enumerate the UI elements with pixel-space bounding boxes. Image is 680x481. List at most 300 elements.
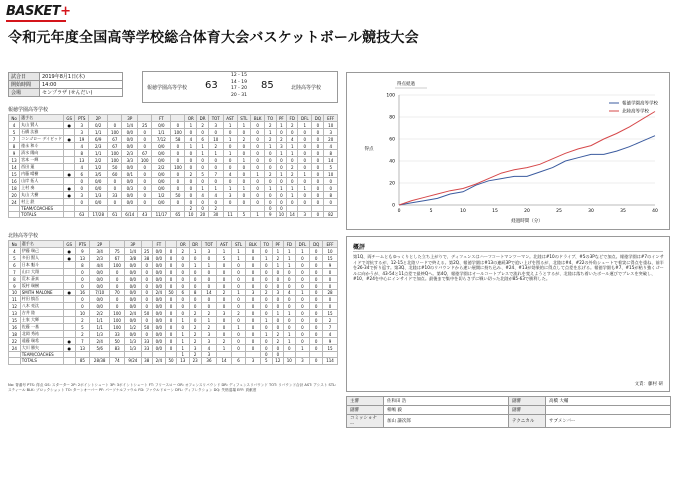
stat-cell: 2: [185, 206, 197, 212]
stat-cell: 0: [217, 303, 232, 310]
stat-cell: 8: [75, 150, 89, 157]
table-header-row: [9, 115, 338, 122]
stat-cell: 2: [276, 136, 287, 143]
stat-cell: 0: [231, 269, 245, 276]
stat-cell: 0: [208, 157, 223, 164]
stat-cell: 0: [295, 255, 310, 262]
stat-cell: 4: [185, 136, 197, 143]
stat-cell: 1: [231, 324, 245, 331]
column-header: OR: [185, 115, 197, 122]
column-header: [165, 241, 176, 248]
stat-cell: 0: [171, 143, 185, 150]
stat-cell: 0/0: [152, 324, 165, 331]
stat-cell: 1: [208, 150, 223, 157]
stat-cell: 0: [312, 192, 324, 199]
column-header: DQ: [310, 241, 323, 248]
stat-cell: 8: [324, 192, 338, 199]
stat-cell: 12: [272, 358, 283, 364]
stat-cell: 0: [231, 262, 245, 269]
stat-cell: 0: [141, 276, 152, 283]
column-header: DFL: [295, 241, 310, 248]
player-name: 山岸 拓人: [20, 178, 64, 185]
period-score: 12 - 15: [231, 73, 247, 78]
stat-cell: 1/2: [152, 192, 171, 199]
column-header: 3P: [125, 241, 142, 248]
stat-cell: 0: [237, 129, 250, 136]
stat-cell: 0: [298, 192, 312, 199]
stat-cell: 0: [189, 255, 201, 262]
stat-cell: ●: [63, 345, 75, 352]
stat-cell: 1: [260, 255, 272, 262]
stat-cell: 0: [138, 143, 152, 150]
stat-cell: 1: [298, 185, 312, 192]
stat-cell: 0/0: [89, 199, 108, 206]
player-name: 佐藤 一基: [20, 324, 63, 331]
stat-cell: 0: [283, 283, 295, 290]
stat-cell: 0: [201, 276, 216, 283]
stat-cell: 0: [208, 129, 223, 136]
stat-cell: 0: [231, 331, 245, 338]
stat-cell: 0: [231, 338, 245, 345]
column-header: STL: [231, 241, 245, 248]
period-score: 20 - 31: [231, 93, 247, 99]
stat-cell: 5: [197, 171, 209, 178]
stat-cell: 22: [9, 338, 21, 345]
stat-cell: 0: [295, 317, 310, 324]
stat-cell: 0/0: [90, 303, 110, 310]
column-header: No: [9, 115, 20, 122]
column-header: [171, 115, 185, 122]
stat-cell: 0: [185, 192, 197, 199]
stat-cell: 0: [323, 276, 338, 283]
stat-cell: 100: [110, 317, 125, 324]
stat-cell: 13: [9, 157, 20, 164]
stat-cell: 28/38: [90, 358, 110, 364]
stat-cell: 0: [246, 255, 261, 262]
stat-cell: 0: [141, 283, 152, 290]
stat-cell: 7: [75, 338, 89, 345]
column-header: [110, 241, 125, 248]
official-name: 高橋 大輔: [546, 397, 671, 406]
stat-cell: 0: [165, 338, 176, 345]
stat-cell: 13: [177, 358, 189, 364]
stat-cell: 0: [312, 136, 324, 143]
stat-cell: 100: [110, 262, 125, 269]
stat-cell: 0: [310, 303, 323, 310]
stat-cell: 15: [323, 310, 338, 317]
player-name: 山口 大翔: [20, 269, 63, 276]
stat-cell: 0: [251, 178, 265, 185]
stat-cell: 0/0: [152, 331, 165, 338]
stat-cell: 5/6: [90, 345, 110, 352]
stat-cell: 0: [312, 185, 324, 192]
stat-cell: 0: [251, 150, 265, 157]
stat-cell: 0/0: [122, 199, 138, 206]
stat-cell: 0/0: [125, 290, 142, 296]
stat-cell: 50: [165, 358, 176, 364]
stat-cell: 0/0: [152, 185, 171, 192]
stat-cell: 2: [287, 171, 298, 178]
stat-cell: 2: [323, 317, 338, 324]
stat-cell: 20: [324, 136, 338, 143]
stat-cell: 63: [75, 212, 89, 218]
stat-cell: 0: [283, 296, 295, 303]
stat-cell: 2: [272, 255, 283, 262]
table-row: [9, 143, 338, 150]
stat-cell: 10: [185, 212, 197, 218]
stat-cell: 0: [165, 345, 176, 352]
review-panel: [346, 236, 670, 392]
stat-cell: 25: [141, 248, 152, 255]
player-name: 北岡 秀祐: [20, 331, 63, 338]
stat-cell: 0: [189, 317, 201, 324]
stat-cell: [63, 276, 75, 283]
away-team-name: 北陸高等学校: [291, 85, 322, 91]
stat-cell: 0: [223, 199, 237, 206]
column-header: BLK: [251, 115, 265, 122]
stat-cell: 0: [171, 178, 185, 185]
stat-cell: 0/0: [152, 283, 165, 290]
stat-cell: 0: [295, 310, 310, 317]
page-title: 令和元年度全国高等学校総合体育大会バスケットボール競技大会: [8, 30, 419, 46]
stat-cell: 2: [189, 338, 201, 345]
player-name: 内藤 晴樹: [20, 171, 64, 178]
player-name: 村上 鉄: [20, 199, 64, 206]
stat-cell: 1: [208, 185, 223, 192]
series-line-1: [399, 112, 655, 206]
stat-cell: 2: [217, 338, 232, 345]
stat-cell: 0: [237, 178, 250, 185]
stat-cell: 0: [310, 269, 323, 276]
stat-cell: 38: [141, 358, 152, 364]
stat-cell: 0: [295, 324, 310, 331]
stat-cell: 85: [75, 358, 89, 364]
stat-cell: 10: [9, 290, 21, 296]
stat-cell: 0: [165, 283, 176, 290]
player-name: 清水 陽向: [20, 150, 64, 157]
stat-cell: 0/0: [122, 136, 138, 143]
stat-cell: 0: [165, 255, 176, 262]
stat-cell: 1/4: [122, 122, 138, 129]
stat-cell: 5: [217, 255, 232, 262]
stat-cell: 2/2: [152, 164, 171, 171]
stat-cell: 0: [189, 303, 201, 310]
stat-cell: 0: [223, 157, 237, 164]
stat-cell: 0: [177, 283, 189, 290]
stat-cell: 0/0: [90, 296, 110, 303]
column-header: 2P: [90, 241, 110, 248]
stat-cell: 0: [108, 122, 122, 129]
stat-cell: 3: [75, 129, 89, 136]
stat-cell: 18: [9, 185, 20, 192]
stat-cell: 2: [75, 331, 89, 338]
stat-cell: 0: [310, 338, 323, 345]
stat-cell: 3: [276, 143, 287, 150]
info-label: 試合日: [9, 73, 40, 81]
stat-cell: 0: [171, 185, 185, 192]
stat-cell: 0: [298, 136, 312, 143]
stat-cell: 0: [310, 358, 323, 364]
x-tick-label: 5: [429, 209, 433, 214]
y-tick-label: 60: [389, 137, 395, 143]
stat-cell: 4: [9, 248, 21, 255]
stat-cell: 0: [217, 269, 232, 276]
stat-cell: 0/3: [122, 185, 138, 192]
table-row: [9, 262, 338, 269]
stat-cell: 24: [9, 199, 20, 206]
stat-cell: 1: [231, 248, 245, 255]
period-score: 14 - 19: [231, 79, 247, 85]
column-header: FT: [152, 241, 165, 248]
stat-cell: 0/0: [152, 157, 171, 164]
stat-cell: 0: [110, 283, 125, 290]
stat-cell: 61: [108, 212, 122, 218]
player-name: 石橋 汰雅: [20, 129, 64, 136]
player-name: 遠藤 瑞希: [20, 338, 63, 345]
table-row: [9, 310, 338, 317]
stat-cell: 0/0: [152, 338, 165, 345]
stat-cell: 1: [189, 262, 201, 269]
stat-cell: 0: [197, 206, 209, 212]
table-row: [9, 199, 338, 206]
stat-cell: 0: [141, 290, 152, 296]
stat-cell: 11/17: [152, 212, 171, 218]
stat-cell: 1: [251, 212, 265, 218]
stat-cell: 0: [312, 171, 324, 178]
stat-cell: 0: [185, 164, 197, 171]
stat-cell: 0/0: [152, 171, 171, 178]
stat-cell: 2: [260, 290, 272, 296]
stat-cell: 0: [223, 129, 237, 136]
stat-cell: 1: [295, 345, 310, 352]
stat-cell: 0: [246, 310, 261, 317]
stat-cell: 100: [138, 157, 152, 164]
stat-cell: 0: [312, 150, 324, 157]
stat-cell: 8: [9, 143, 20, 150]
stat-cell: 0: [260, 352, 272, 358]
table-row: [9, 255, 338, 262]
stat-cell: 33: [141, 345, 152, 352]
column-header: AST: [217, 241, 232, 248]
stat-cell: 1: [223, 185, 237, 192]
stat-cell: 0/0: [89, 185, 108, 192]
stat-cell: 0: [298, 199, 312, 206]
stat-cell: 1/4: [125, 248, 142, 255]
stat-cell: 20: [197, 212, 209, 218]
stat-cell: 0: [251, 185, 265, 192]
stat-cell: 0: [310, 283, 323, 290]
stat-cell: [63, 317, 75, 324]
stat-cell: 0: [177, 276, 189, 283]
chart-title: 得点経過: [397, 82, 415, 87]
stat-cell: 100: [171, 164, 185, 171]
stat-cell: 2: [197, 122, 209, 129]
stat-cell: 0: [108, 178, 122, 185]
stat-cell: 14: [287, 212, 298, 218]
stat-cell: [63, 262, 75, 269]
stat-cell: 0: [237, 164, 250, 171]
y-tick-label: 40: [389, 159, 395, 165]
stat-cell: 7/12: [152, 136, 171, 143]
stat-cell: 1: [217, 345, 232, 352]
table-row: [9, 192, 338, 199]
stat-cell: 0: [208, 178, 223, 185]
stat-cell: 0: [217, 262, 232, 269]
stat-cell: 0: [237, 192, 250, 199]
stat-cell: 0/0: [125, 262, 142, 269]
table-row: [9, 283, 338, 290]
stat-cell: 0/0: [152, 276, 165, 283]
stat-cell: 0: [237, 150, 250, 157]
stat-cell: 0: [287, 129, 298, 136]
stat-cell: 0: [260, 303, 272, 310]
player-name: TEAM/COACHES: [20, 352, 63, 358]
stat-cell: 0/0: [152, 345, 165, 352]
away-score: 85: [261, 80, 274, 91]
stat-cell: 0: [283, 303, 295, 310]
column-header: TOT: [208, 115, 223, 122]
stat-cell: 0: [185, 150, 197, 157]
stat-cell: 0: [312, 143, 324, 150]
official-name: 佐和田 浩: [384, 397, 509, 406]
column-header: EFF: [324, 115, 338, 122]
stat-cell: 0: [108, 199, 122, 206]
stat-cell: 0: [246, 331, 261, 338]
column-header: TO: [260, 241, 272, 248]
stat-cell: 3: [201, 352, 216, 358]
stat-cell: 0: [287, 157, 298, 164]
stat-cell: ●: [64, 185, 75, 192]
stat-cell: 3: [217, 310, 232, 317]
stat-cell: 3/5: [89, 171, 108, 178]
stat-cell: 2: [231, 310, 245, 317]
stat-cell: 0: [272, 303, 283, 310]
stat-cell: 1: [265, 143, 276, 150]
stat-cell: [64, 143, 75, 150]
official-name: [546, 406, 671, 415]
scoreboard: [142, 71, 338, 103]
x-tick-label: 40: [652, 209, 658, 214]
stat-cell: 8: [75, 262, 89, 269]
table-row: [9, 171, 338, 178]
stat-cell: 2: [217, 290, 232, 296]
stat-cell: 2/3: [90, 255, 110, 262]
stat-cell: 1: [201, 262, 216, 269]
stat-cell: 11: [9, 296, 21, 303]
stat-cell: 5: [9, 129, 20, 136]
player-name: TOTALS: [20, 358, 63, 364]
stat-cell: 2: [265, 136, 276, 143]
stat-cell: 0: [75, 199, 89, 206]
stat-cell: ●: [64, 136, 75, 143]
stat-cell: 1: [276, 122, 287, 129]
stat-cell: 13: [75, 157, 89, 164]
stat-cell: 50: [108, 164, 122, 171]
stat-cell: 3/4: [90, 248, 110, 255]
stat-cell: 2: [265, 171, 276, 178]
stat-cell: 0: [165, 317, 176, 324]
column-header: 選手名: [20, 115, 64, 122]
stat-cell: 75: [110, 248, 125, 255]
stat-cell: 0: [260, 248, 272, 255]
game-info-table: [8, 72, 123, 97]
table-row: [9, 122, 338, 129]
stat-cell: 0: [208, 199, 223, 206]
stat-cell: 0: [171, 199, 185, 206]
stat-cell: 1: [287, 192, 298, 199]
stat-cell: 0: [189, 296, 201, 303]
official-role: 副審: [509, 397, 546, 406]
stat-cell: 0: [323, 283, 338, 290]
stat-cell: 2: [287, 164, 298, 171]
stat-cell: 0/2: [89, 122, 108, 129]
stat-cell: 1: [197, 150, 209, 157]
stat-cell: 0/0: [125, 283, 142, 290]
stat-cell: 100: [110, 324, 125, 331]
stat-cell: 100: [171, 129, 185, 136]
column-header: DR: [197, 115, 209, 122]
stat-cell: 0: [276, 164, 287, 171]
stat-cell: 0: [246, 269, 261, 276]
column-header: BLK: [246, 241, 261, 248]
stat-cell: 100: [108, 129, 122, 136]
column-header: [108, 115, 122, 122]
stat-cell: 50: [141, 310, 152, 317]
table-row: [9, 324, 338, 331]
stat-cell: 0: [310, 331, 323, 338]
stat-cell: 2: [189, 331, 201, 338]
stat-cell: 7: [208, 171, 223, 178]
stat-cell: 0: [138, 136, 152, 143]
stat-cell: 1: [272, 248, 283, 255]
stat-cell: 1: [276, 171, 287, 178]
stat-cell: 36: [201, 358, 216, 364]
table-row: [9, 331, 338, 338]
stat-cell: 67: [108, 143, 122, 150]
stat-cell: 33: [141, 338, 152, 345]
stat-cell: 0: [295, 276, 310, 283]
player-name: 伊藤 瑞己: [20, 248, 63, 255]
stat-cell: 0: [272, 317, 283, 324]
stat-cell: 60: [108, 171, 122, 178]
stat-cell: 33: [108, 192, 122, 199]
column-header: PF: [276, 115, 287, 122]
stat-cell: 13: [75, 255, 89, 262]
stat-cell: 1: [298, 171, 312, 178]
official-role: 主審: [347, 397, 384, 406]
stat-cell: 0: [295, 283, 310, 290]
stat-cell: 0: [75, 303, 89, 310]
official-name: 加山 謙次郎: [384, 415, 509, 428]
stat-cell: 4: [75, 143, 89, 150]
stat-cell: 12: [9, 303, 21, 310]
table-row: [9, 345, 338, 352]
stat-cell: 14: [9, 164, 20, 171]
column-header: STL: [237, 115, 250, 122]
stat-cell: 3/8: [125, 255, 142, 262]
series-line-0: [399, 136, 655, 205]
stat-cell: 0: [276, 206, 287, 212]
player-name: 吉井 陸: [20, 310, 63, 317]
stat-cell: 0/0: [152, 303, 165, 310]
stat-cell: 82: [324, 212, 338, 218]
column-header: EFF: [323, 241, 338, 248]
stat-cell: 0: [251, 192, 265, 199]
stat-cell: 3: [246, 290, 261, 296]
column-header: 選手名: [20, 241, 63, 248]
table-row: [9, 276, 338, 283]
column-header: GS: [64, 115, 75, 122]
